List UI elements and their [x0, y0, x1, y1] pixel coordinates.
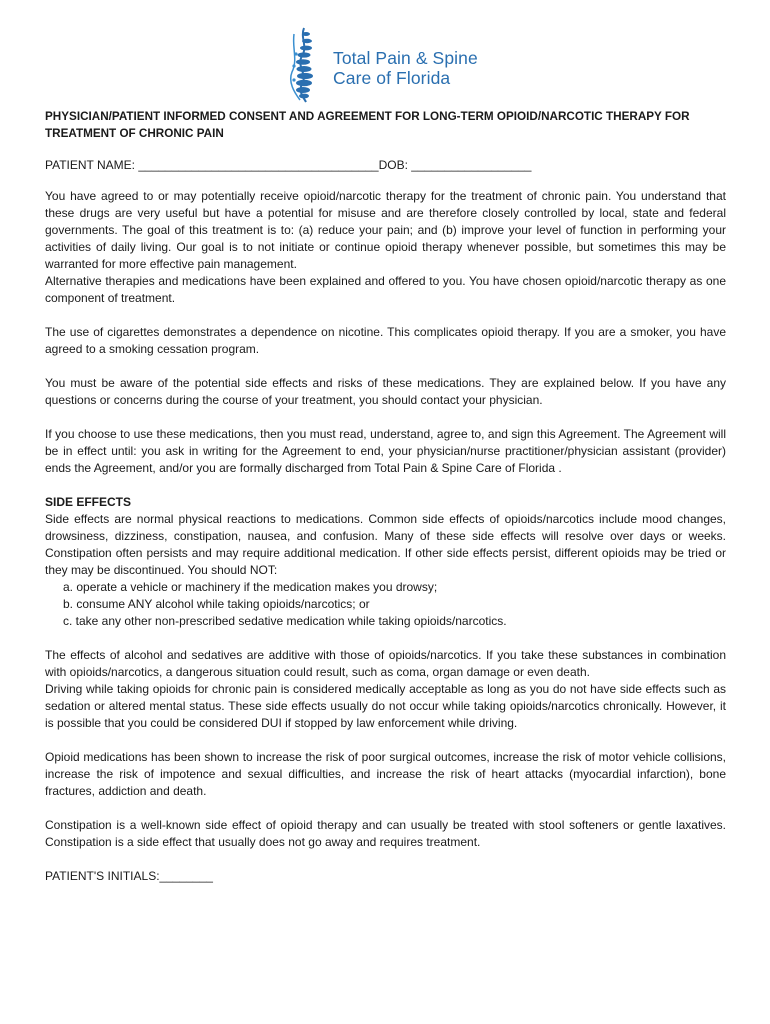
intro-paragraph: You have agreed to or may potentially receive opioid/narcotic therapy for the treatment of chronic pain. You understand that these drugs are very useful but have a potential for misuse and are therefore closely controlled by local, state and federal governments. The goal of this treatment is to: (a) reduce your pain; and (b) improve your level of function in performing your activities of daily living. Our goal is to not initiate or continue opioid therapy whenever possible, but sometimes this may be warranted for more effective pain management.: [45, 189, 726, 271]
cigarettes-paragraph: The use of cigarettes demonstrates a dependence on nicotine. This complicates opioid therapy. If you are a smoker, you have agreed to a smoking cessation program.: [45, 325, 726, 356]
spine-icon: [282, 24, 328, 104]
patient-info-line: [45, 157, 726, 174]
document-title: PHYSICIAN/PATIENT INFORMED CONSENT AND AGREEMENT FOR LONG-TERM OPIOID/NARCOTIC THERAPY FOR TREATMENT OF CHRONIC PAIN: [45, 110, 690, 140]
alcohol-paragraph: The effects of alcohol and sedatives are additive with those of opioids/narcotics. If you take these substances in combination with opioids/narcotics, a dangerous situation could result, such as coma, organ damage or even death.: [45, 648, 726, 679]
dob-field[interactable]: DOB: __________________: [378, 158, 532, 172]
brand-line-1: Total Pain & Spine: [333, 48, 478, 68]
list-item: a. operate a vehicle or machinery if the medication makes you drowsy;: [63, 580, 438, 594]
brand-line-2: Care of Florida: [333, 68, 451, 88]
list-item: b. consume ANY alcohol while taking opioids/narcotics; or: [63, 597, 370, 611]
list-item: c. take any other non-prescribed sedative medication while taking opioids/narcotics.: [63, 614, 507, 628]
awareness-paragraph: You must be aware of the potential side effects and risks of these medications. They are explained below. If you have any questions or concerns during the course of your treatment, you should contact your physician.: [45, 376, 726, 407]
alternative-paragraph: Alternative therapies and medications have been explained and offered to you. You have chosen opioid/narcotic therapy as one component of treatment.: [45, 274, 726, 305]
side-effects-paragraph: Side effects are normal physical reactions to medications. Common side effects of opioids/narcotics include mood changes, drowsiness, dizziness, constipation, nausea, and confusion. Many of these side effects will resolve over days or weeks. Constipation often persists and may require additional medication. If other side effects persist, different opioids may be tried or they may be discontinued. You should NOT:: [45, 512, 726, 577]
patient-initials-field[interactable]: PATIENT'S INITIALS:________: [45, 869, 213, 883]
document-body: [45, 108, 726, 885]
risks-paragraph: Opioid medications has been shown to increase the risk of poor surgical outcomes, increase the risk of motor vehicle collisions, increase the risk of impotence and sexual difficulties, and increase the risk of heart attacks (myocardial infarction), bone fractures, addiction and death.: [45, 750, 726, 798]
side-effects-heading: SIDE EFFECTS: [45, 495, 132, 509]
should-not-list: [45, 579, 726, 630]
agreement-paragraph: If you choose to use these medications, then you must read, understand, agree to, and sign this Agreement. The Agreement will be in effect until: you ask in writing for the Agreement to end, your physician/nurse practitioner/physician assistant (provider) ends the Agreement, and/or you are formally discharged from Total Pain & Spine Care of Florida .: [45, 427, 726, 475]
constipation-paragraph: Constipation is a well-known side effect of opioid therapy and can usually be treated with stool softeners or gentle laxatives. Constipation is a side effect that usually does not go away and requires treatment.: [45, 818, 726, 849]
clinic-logo: [282, 24, 522, 104]
patient-name-field[interactable]: PATIENT NAME: ____________________________________: [45, 158, 379, 172]
driving-paragraph: Driving while taking opioids for chronic pain is considered medically acceptable as long as you do not have side effects such as sedation or altered mental status. These side effects usually do not occur while taking opioids/narcotics chronically. However, it is possible that you could be considered DUI if stopped by law enforcement while driving.: [45, 682, 726, 730]
brand-name: [333, 48, 478, 88]
